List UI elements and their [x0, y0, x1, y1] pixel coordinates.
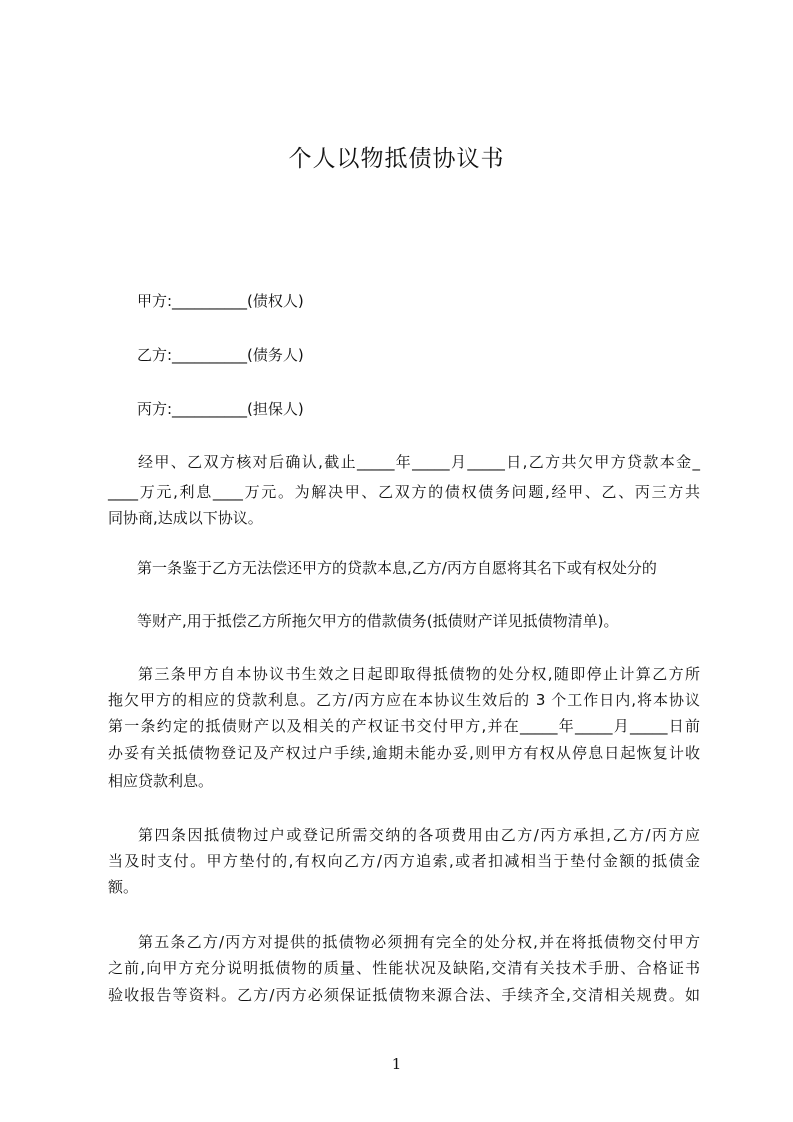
article-4-line: 额。	[108, 878, 139, 896]
article-3-line: 第三条甲方自本协议书生效之日起即取得抵债物的处分权,随即停止计算乙方所	[138, 665, 700, 683]
article-3-line: 相应贷款利息。	[108, 772, 214, 790]
article-4-line: 第四条因抵债物过户或登记所需交纳的各项费用由乙方/丙方承担,乙方/丙方应	[138, 826, 700, 844]
article-5-line: 之前,向甲方充分说明抵债物的质量、性能状况及缺陷,交清有关技术手册、合格证书	[108, 959, 700, 977]
page-number: 1	[391, 1055, 402, 1073]
page-title: 个人以物抵债协议书	[288, 146, 505, 172]
article-3-line: 办妥有关抵债物登记及产权过户手续,逾期未能办妥,则甲方有权从停息日起恢复计收	[108, 744, 700, 762]
party-a-line: 甲方:__________(债权人)	[137, 292, 304, 310]
party-b-line: 乙方:__________(债务人)	[137, 346, 304, 364]
article-3-line: 第一条约定的抵债财产以及相关的产权证书交付甲方,并在_____年_____月_____日前	[108, 717, 700, 735]
party-c-line: 丙方:__________(担保人)	[137, 400, 304, 418]
article-3-line: 拖欠甲方的相应的贷款利息。乙方/丙方应在本协议生效后的 3 个工作日内,将本协议	[108, 691, 700, 709]
article-1-line: 第一条鉴于乙方无法偿还甲方的贷款本息,乙方/丙方自愿将其名下或有权处分的	[137, 559, 657, 577]
article-1-continuation: 等财产,用于抵偿乙方所拖欠甲方的借款债务(抵债财产详见抵债物清单)。	[137, 612, 619, 630]
preamble-line: ____万元,利息____万元。为解决甲、乙双方的债权债务问题,经甲、乙、丙三方共	[108, 483, 700, 501]
preamble-line: 同协商,达成以下协议。	[108, 509, 263, 527]
article-5-line: 第五条乙方/丙方对提供的抵债物必须拥有完全的处分权,并在将抵债物交付甲方	[138, 933, 700, 951]
article-4-line: 当及时支付。甲方垫付的,有权向乙方/丙方追索,或者扣减相当于垫付金额的抵债金	[108, 852, 700, 870]
preamble-line: 经甲、乙双方核对后确认,截止_____年_____月_____日,乙方共欠甲方贷款本金_	[138, 453, 700, 471]
article-5-line: 验收报告等资料。乙方/丙方必须保证抵债物来源合法、手续齐全,交清相关规费。如	[108, 986, 700, 1004]
